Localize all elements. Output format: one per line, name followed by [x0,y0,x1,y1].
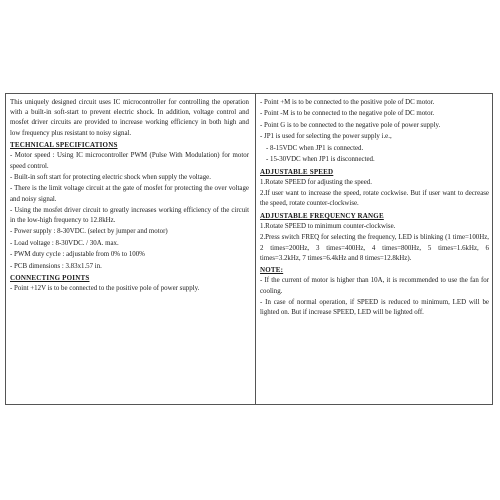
connecting-point-item: - Point +12V is to be connected to the positive pole of power supply. [10,285,200,293]
frequency-range-heading: ADJUSTABLE FREQUENCY RANGE [260,211,384,220]
intro-paragraph: This uniquely designed circuit uses IC microcontroller for controlling the operation with a built-in soft-start to prevent electric shock. In addition, voltage control and mosfet driver circuits are provided to increase working efficiency in both high and low frequency plus resistant to noisy signal. [10,99,249,137]
tech-spec-item: - Using the mosfet driver circuit to greatly increases working efficiency of the circuit in the low-high frequency to 12.8kHz. [10,206,249,225]
note-item: - In case of normal operation, if SPEED is reduced to minimum, LED will be lighted on. But if increase SPEED, LED will be lighted off. [260,299,489,317]
tech-spec-item: - Built-in soft start for protecting electric shock when supply the voltage. [10,173,211,181]
jp1-option: - 15-30VDC when JP1 is disconnected. [266,155,375,163]
connecting-points-heading: CONNECTING POINTS [10,274,90,283]
frequency-step: 1.Rotate SPEED to minimum counter-clockwise. [260,222,396,230]
right-column [260,98,489,320]
column-divider [255,94,256,404]
left-column [10,98,249,296]
connecting-point-item: - Point G is to be connected to the negative pole of power supply. [260,121,441,129]
note-item: - If the current of motor is higher than 10A, it is recommended to use the fan for cooling. [260,277,489,295]
connecting-point-item: - Point -M is to be connected to the negative pole of DC motor. [260,110,435,118]
tech-spec-item: - Power supply : 8-30VDC. (select by jumper and motor) [10,228,168,236]
tech-spec-item: - Motor speed : Using IC microcontroller PWM (Pulse With Modulation) for motor speed control. [10,152,249,170]
note-heading: NOTE: [260,266,284,275]
tech-spec-item: - PWM duty cycle : adjustable from 0% to 100% [10,251,145,259]
connecting-point-item: - Point +M is to be connected to the positive pole of DC motor. [260,99,435,106]
connecting-point-item: - JP1 is used for selecting the power supply i.e., [260,133,392,141]
speed-step: 2.If user want to increase the speed, rotate cockwise. But if user want to decrease the speed, rotate counter-clockwise. [260,190,489,208]
spec-sheet-frame [5,93,493,405]
adjustable-speed-heading: ADJUSTABLE SPEED [260,167,334,176]
tech-spec-heading: TECHNICAL SPECIFICATIONS [10,141,118,150]
frequency-step: 2.Press switch FREQ for selecting the frequency, LED is blinking (1 time=100Hz, 2 times=200Hz, 3 times=400Hz, 4 times=800Hz, 5 times=1.6kHz, 6 times=3.2kHz, 7 times=6.4kHz and 8 times=12.8kHz). [260,234,489,262]
jp1-option: - 8-15VDC when JP1 is connected. [266,144,364,152]
tech-spec-item: - Load voltage : 8-30VDC. / 30A. max. [10,239,119,247]
tech-spec-item: - PCB dimensions : 3.83x1.57 in. [10,262,102,270]
tech-spec-item: - There is the limit voltage circuit at the gate of mosfet for protecting the over voltage and noisy signal. [10,185,249,203]
speed-step: 1.Rotate SPEED for adjusting the speed. [260,178,372,186]
